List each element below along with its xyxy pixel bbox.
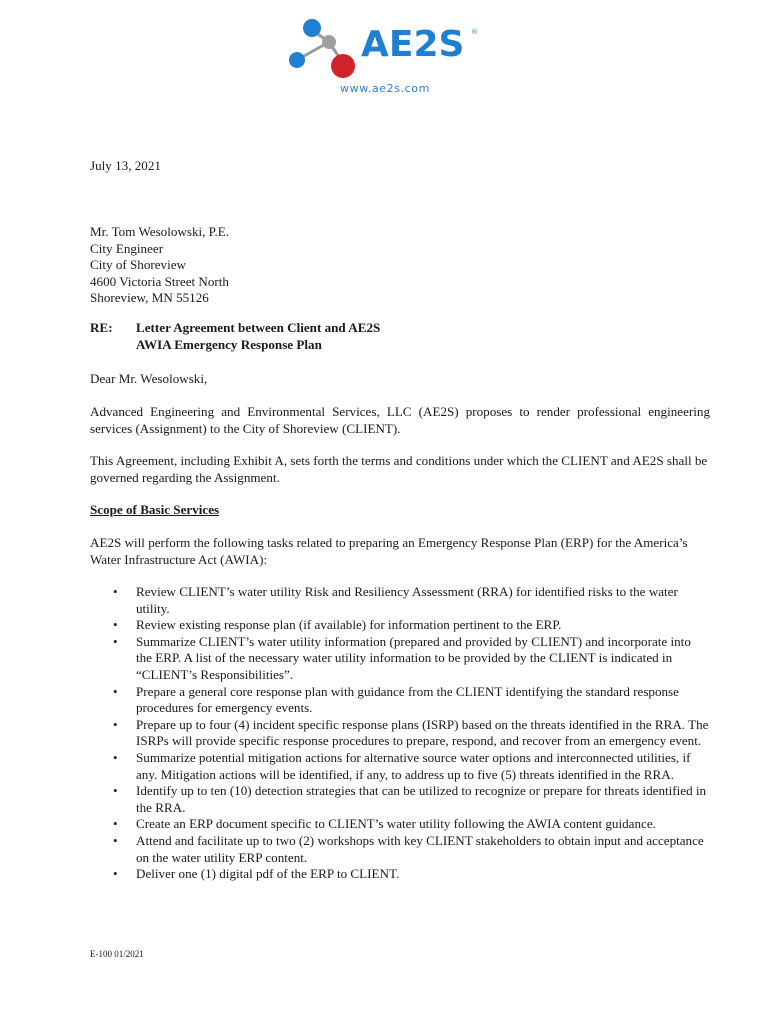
website-link[interactable]: www.ae2s.com <box>340 82 430 95</box>
list-item: • Review CLIENT’s water utility Risk and Resiliency Assessment (RRA) for identified risks to the water utility. <box>113 584 678 616</box>
list-item: • Create an ERP document specific to CLIENT’s water utility following the AWIA content guidance. <box>113 816 656 832</box>
bullet-icon: • <box>113 866 118 882</box>
bullet-icon: • <box>113 783 118 799</box>
logo-atom-gray <box>322 35 336 49</box>
logo-wordmark: AE2S <box>361 24 465 65</box>
recipient-title: City Engineer <box>90 240 164 256</box>
subject-line-2: AWIA Emergency Response Plan <box>136 336 322 352</box>
list-item: • Prepare a general core response plan with guidance from the CLIENT identifying the standard response procedures for emergency events. <box>113 683 679 716</box>
bullet-icon: • <box>113 816 118 832</box>
list-item: • Prepare up to four (4) incident specific response plans (ISRP) based on the threats identified in the RRA. The ISRPs will provide specific response procedures to prepare, respond, and recover from an emergency event. <box>113 716 709 749</box>
bullet-icon: • <box>113 749 118 765</box>
bullet-icon: • <box>113 716 118 732</box>
recipient-organization: City of Shoreview <box>90 257 187 273</box>
bullet-icon: • <box>113 683 118 699</box>
salutation: Dear Mr. Wesolowski, <box>90 371 208 386</box>
bullet-icon: • <box>113 617 118 633</box>
agreement-paragraph: This Agreement, including Exhibit A, sets forth the terms and conditions under which the CLIENT and AE2S shall be governed regarding the Assignment. <box>90 453 708 485</box>
subject-label: RE: <box>90 320 113 335</box>
svg-text:®: ® <box>471 28 478 36</box>
list-item: • Summarize potential mitigation actions for alternative source water options and interconnected utilities, if any. Mitigation actions will be identified, if any, to address up to five (5) threats identified in the RRA. <box>113 749 691 782</box>
bullet-icon: • <box>113 633 118 649</box>
bullet-icon: • <box>113 584 118 599</box>
recipient-name: Mr. Tom Wesolowski, P.E. <box>90 224 230 239</box>
recipient-city: Shoreview, MN 55126 <box>90 290 209 306</box>
logo-atom-red <box>331 54 355 78</box>
list-item: • Review existing response plan (if available) for information pertinent to the ERP. <box>113 617 562 633</box>
list-item: • Attend and facilitate up to two (2) workshops with key CLIENT stakeholders to obtain input and acceptance on the water utility ERP content. <box>113 832 704 865</box>
bullet-icon: • <box>113 832 118 848</box>
task-list <box>90 584 710 883</box>
form-code-footer: E-100 01/2021 <box>90 949 144 959</box>
list-item: • Summarize CLIENT’s water utility information (prepared and provided by CLIENT) and incorporate into the ERP. A list of the necessary water utility information to be provided by the CLIENT is indicated in “CLIENT’s Responsibilities”. <box>113 633 691 682</box>
subject-line-1: Letter Agreement between Client and AE2S <box>136 320 381 335</box>
list-item: • Deliver one (1) digital pdf of the ERP to CLIENT. <box>113 866 400 882</box>
intro-paragraph: Advanced Engineering and Environmental Services, LLC (AE2S) proposes to render professional engineering services (Assignment) to the City of Shoreview (CLIENT). <box>90 404 710 436</box>
recipient-address <box>90 224 710 307</box>
list-item: • Identify up to ten (10) detection strategies that can be utilized to recognize or prepare for threats identified in the RRA. <box>113 783 707 815</box>
scope-intro: AE2S will perform the following tasks related to preparing an Emergency Response Plan (ERP) for the America’s Water Infrastructure Act (AWIA): <box>90 535 688 567</box>
scope-heading: Scope of Basic Services <box>90 502 220 517</box>
recipient-street: 4600 Victoria Street North <box>90 273 229 289</box>
letter-date: July 13, 2021 <box>90 158 161 173</box>
logo-atom-blue-top <box>303 19 321 37</box>
logo-atom-blue-left <box>289 52 305 68</box>
